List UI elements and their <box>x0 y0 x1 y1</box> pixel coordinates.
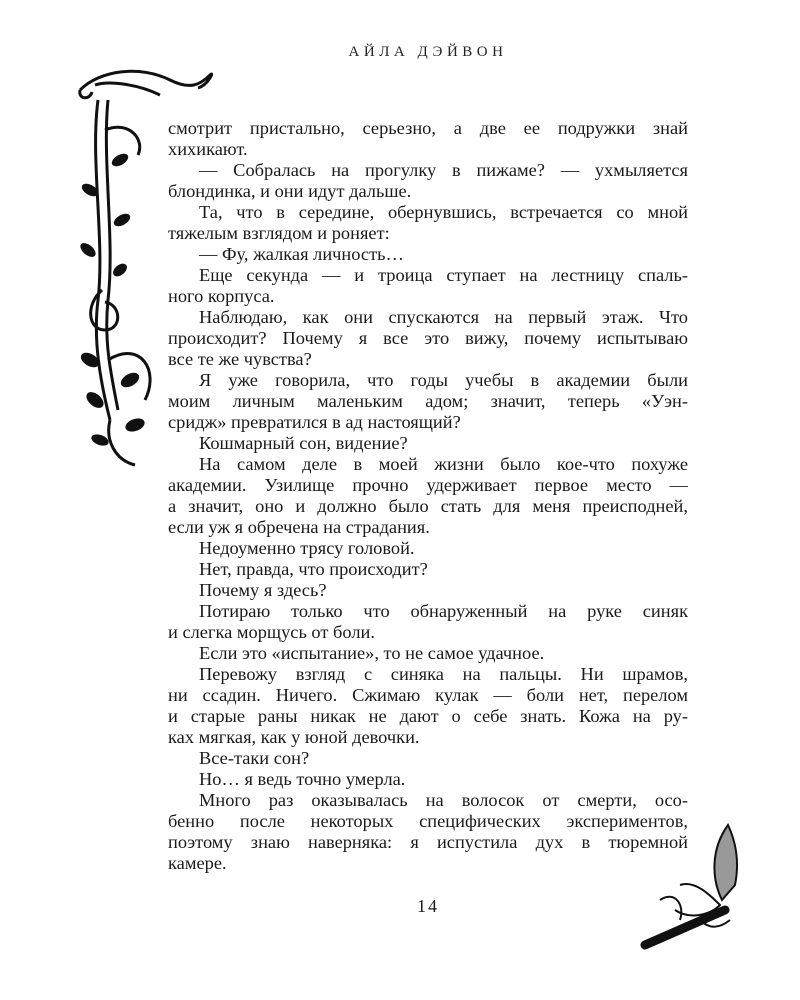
text-line: Нет, правда, что происходит? <box>199 559 428 579</box>
paragraph <box>168 454 688 538</box>
text-line: ного корпуса. <box>168 286 275 306</box>
paragraph <box>168 790 688 874</box>
text-line: поэтому знаю наверняка: я испустила дух в тюремной <box>168 832 688 852</box>
text-line: Если это «испытание», то не самое удачное. <box>199 643 545 663</box>
text-line: ни ссадин. Ничего. Сжимаю кулак — боли нет, перелом <box>168 685 688 705</box>
page-number: 14 <box>417 896 439 916</box>
text-line: Потираю только что обнаруженный на руке синяк <box>199 601 688 621</box>
text-line: и слегка морщусь от боли. <box>168 622 375 642</box>
text-line: ках мягкая, как у юной девочки. <box>168 727 420 747</box>
text-line: а значит, оно и должно было стать для меня преисподней, <box>168 496 688 516</box>
paragraph <box>168 370 688 433</box>
text-line: Все-таки сон? <box>199 748 310 768</box>
text-line: — Собралась на прогулку в пижаме? — ухмыляется <box>199 160 688 180</box>
text-line: Я уже говорила, что годы учебы в академии были <box>199 370 688 390</box>
running-header: АЙЛА ДЭЙВОН <box>348 44 508 60</box>
page-body-text <box>168 118 688 874</box>
text-line: если уж я обречена на страдания. <box>168 517 430 537</box>
paragraph <box>168 643 688 664</box>
paragraph <box>168 601 688 643</box>
paragraph <box>168 433 688 454</box>
text-line: Но… я ведь точно умерла. <box>199 769 406 789</box>
text-line: Много раз оказывалась на волосок от смерти, осо- <box>199 790 688 810</box>
paragraph <box>168 580 688 601</box>
paragraph <box>168 748 688 769</box>
text-line: тяжелым взглядом и роняет: <box>168 223 390 243</box>
paragraph <box>168 160 688 202</box>
text-line: сридж» превратился в ад настоящий? <box>168 412 461 432</box>
text-line: смотрит пристально, серьезно, а две ее подружки знай <box>168 118 688 138</box>
text-line: Еще секунда — и троица ступает на лестницу спаль- <box>199 265 688 285</box>
text-line: Почему я здесь? <box>199 580 327 600</box>
text-line: академии. Узилище прочно удерживает первое место — <box>168 475 688 495</box>
paragraph <box>168 118 688 160</box>
text-line: блондинка, и они идут дальше. <box>168 181 412 201</box>
text-line: Перевожу взгляд с синяка на пальцы. Ни шрамов, <box>199 664 688 684</box>
text-line: все те же чувства? <box>168 349 312 369</box>
paragraph <box>168 559 688 580</box>
text-line: Недоуменно трясу головой. <box>199 538 415 558</box>
text-line: Наблюдаю, как они спускаются на первый этаж. Что <box>199 307 688 327</box>
text-line: — Фу, жалкая личность… <box>199 244 404 264</box>
text-line: моим личным маленьким адом; значит, теперь «Уэн- <box>168 391 688 411</box>
paragraph <box>168 307 688 370</box>
paragraph <box>168 244 688 265</box>
text-line: Кошмарный сон, видение? <box>199 433 408 453</box>
paragraph <box>168 664 688 748</box>
paragraph <box>168 769 688 790</box>
text-line: бенно после некоторых специфических экспериментов, <box>168 811 688 831</box>
text-line: и старые раны никак не дают о себе знать. Кожа на ру- <box>168 706 688 726</box>
paragraph <box>168 265 688 307</box>
paragraph <box>168 538 688 559</box>
text-line: На самом деле в моей жизни было кое-что похуже <box>199 454 688 474</box>
text-line: Та, что в середине, обернувшись, встречается со мной <box>199 202 688 222</box>
text-line: происходит? Почему я все это вижу, почему испытываю <box>168 328 688 348</box>
paragraph <box>168 202 688 244</box>
text-line: камере. <box>168 853 227 873</box>
text-line: хихикают. <box>168 139 248 159</box>
